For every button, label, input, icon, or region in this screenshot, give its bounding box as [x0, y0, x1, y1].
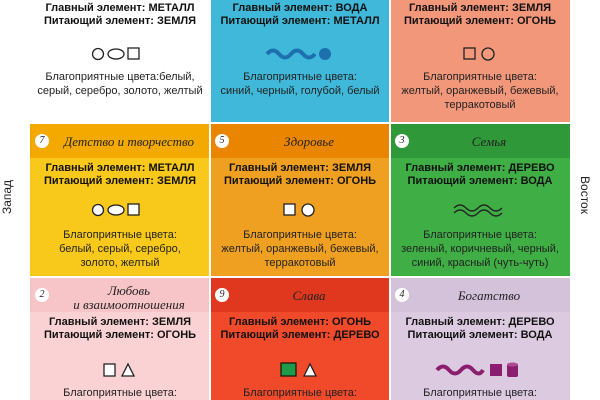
colors-list: серый, серебро, золото, желтый — [37, 85, 203, 97]
elements-block — [390, 162, 570, 188]
sector-title-bar — [30, 124, 210, 158]
sector-title: Здоровье — [283, 134, 334, 149]
wave-square-cylinder-icon — [435, 360, 525, 380]
cell-children-creativity — [30, 124, 210, 276]
water-wave-icon — [450, 200, 510, 220]
sector-number: 7 — [35, 134, 49, 148]
colors-label: Благоприятные цвета: — [63, 229, 177, 241]
colors-label: Благоприятные цвета: — [423, 387, 537, 399]
earth-symbols — [390, 44, 570, 64]
feeding-element: Питающий элемент: ОГОНЬ — [403, 15, 557, 27]
elements-block — [210, 162, 390, 188]
main-element: Главный элемент: ДЕРЕВО — [405, 316, 555, 328]
colors-list-2: терракотовый — [264, 257, 336, 269]
colors-label: Благоприятные цвета: — [423, 229, 537, 241]
colors-label: Благоприятные цвета: — [243, 387, 357, 399]
cell-love-relationships — [30, 278, 210, 400]
feeding-element: Питающий элемент: ВОДА — [407, 329, 553, 341]
sector-number: 5 — [215, 134, 229, 148]
sector-number: 3 — [395, 134, 409, 148]
feeding-element: Питающий элемент: ДЕРЕВО — [220, 329, 380, 341]
metal-shapes-icon — [90, 44, 150, 64]
main-element: Главный элемент: ВОДА — [232, 2, 368, 14]
feeding-element: Питающий элемент: МЕТАЛЛ — [220, 15, 380, 27]
favorable-colors — [394, 228, 566, 270]
water-shapes-icon — [265, 44, 335, 64]
colors-list: синий, черный, голубой, белый — [220, 85, 380, 97]
column-separator — [209, 0, 211, 400]
sector-title: Слава — [292, 288, 326, 303]
sector-number: 4 — [395, 288, 409, 302]
west-label: Запад — [0, 179, 15, 215]
water-symbols — [390, 200, 570, 220]
earth-symbols — [210, 200, 390, 220]
earth-shapes-icon — [280, 200, 320, 220]
feeding-element: Питающий элемент: ВОДА — [407, 175, 553, 187]
elements-block — [210, 2, 390, 28]
colors-list-2: золото, желтый — [80, 257, 160, 269]
cell-water-top — [210, 0, 390, 122]
colors-list: белый, серый, серебро, — [59, 243, 181, 255]
main-element: Главный элемент: МЕТАЛЛ — [45, 162, 195, 174]
elements-block — [30, 2, 210, 28]
sector-title-line1: Любовь — [107, 283, 151, 298]
cell-fame — [210, 278, 390, 400]
main-element: Главный элемент: МЕТАЛЛ — [45, 2, 195, 14]
column-separator — [389, 0, 391, 400]
elements-block — [210, 316, 390, 342]
metal-symbols — [30, 200, 210, 220]
colors-list-2: терракотовый — [444, 99, 516, 111]
square-triangle-filled-icon — [278, 360, 322, 380]
colors-list: зеленый, коричневый, черный, — [401, 243, 559, 255]
wood-water-symbols — [390, 360, 570, 380]
colors-label: Благоприятные цвета: — [243, 71, 357, 83]
favorable-colors — [394, 70, 566, 112]
favorable-colors — [394, 386, 566, 400]
bagua-grid — [30, 0, 570, 400]
favorable-colors — [214, 386, 386, 400]
colors-label: Благоприятные цвета:белый, — [45, 71, 195, 83]
row-separator — [30, 122, 570, 124]
colors-list: желтый, оранжевый, бежевый, — [401, 85, 559, 97]
sector-title-bar — [390, 278, 570, 312]
feeding-element: Питающий элемент: ЗЕМЛЯ — [43, 15, 197, 27]
main-element: Главный элемент: ДЕРЕВО — [405, 162, 555, 174]
fire-wood-symbols — [210, 360, 390, 380]
sector-title: Детство и творчество — [63, 134, 194, 149]
main-element: Главный элемент: ЗЕМЛЯ — [48, 316, 192, 328]
cell-wealth — [390, 278, 570, 400]
square-triangle-icon — [100, 360, 140, 380]
sector-title: Богатство — [457, 288, 521, 303]
main-element: Главный элемент: ЗЕМЛЯ — [408, 2, 552, 14]
cell-earth-top — [390, 0, 570, 122]
colors-list-2: синий, красный (чуть-чуть) — [411, 257, 549, 269]
sector-number: 9 — [215, 288, 229, 302]
favorable-colors — [34, 228, 206, 270]
colors-label: Благоприятные цвета: — [243, 229, 357, 241]
metal-shapes-icon — [90, 200, 150, 220]
sector-title-bar — [30, 278, 210, 312]
sector-title-bar — [210, 278, 390, 312]
earth-fire-symbols — [30, 360, 210, 380]
favorable-colors — [214, 70, 386, 98]
metal-symbols — [30, 44, 210, 64]
cell-health — [210, 124, 390, 276]
sector-title — [52, 284, 206, 312]
feeding-element: Питающий элемент: ОГОНЬ — [223, 175, 377, 187]
colors-label: Благоприятные цвета: — [63, 387, 177, 399]
colors-label: Благоприятные цвета: — [423, 71, 537, 83]
main-element: Главный элемент: ОГОНЬ — [228, 316, 372, 328]
favorable-colors — [214, 228, 386, 270]
elements-block — [390, 316, 570, 342]
sector-title-line2: и взаимоотношения — [73, 297, 185, 312]
cell-metal-top — [30, 0, 210, 122]
east-label: Восток — [577, 176, 592, 214]
sector-number: 2 — [35, 288, 49, 302]
elements-block — [390, 2, 570, 28]
earth-shapes-icon — [460, 44, 500, 64]
favorable-colors — [34, 70, 206, 98]
elements-block — [30, 162, 210, 188]
sector-title-bar — [390, 124, 570, 158]
water-symbols — [210, 44, 390, 64]
favorable-colors — [34, 386, 206, 400]
feeding-element: Питающий элемент: ОГОНЬ — [43, 329, 197, 341]
feeding-element: Питающий элемент: ЗЕМЛЯ — [43, 175, 197, 187]
main-element: Главный элемент: ЗЕМЛЯ — [228, 162, 372, 174]
colors-list: желтый, оранжевый, бежевый, — [221, 243, 379, 255]
sector-title-bar — [210, 124, 390, 158]
elements-block — [30, 316, 210, 342]
cell-family — [390, 124, 570, 276]
sector-title: Семья — [471, 134, 507, 149]
row-separator — [30, 276, 570, 278]
